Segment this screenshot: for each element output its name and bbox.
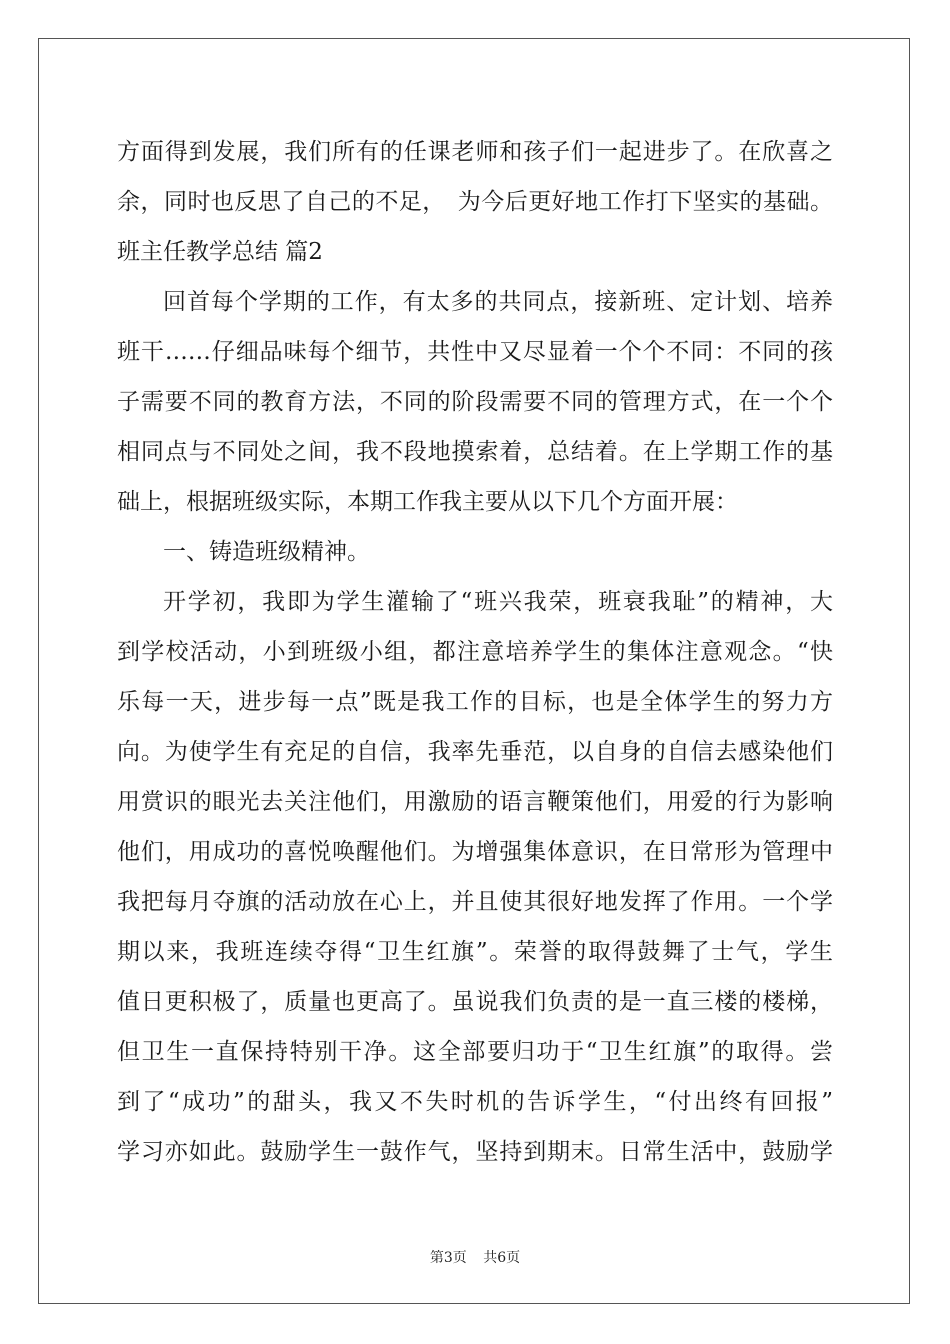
text-line: 班干……仔细品味每个细节，共性中又尽显着一个个不同：不同的孩 <box>117 339 833 365</box>
page-number: 第3页 <box>429 1250 467 1266</box>
text-line: 他们，用成功的喜悦唤醒他们。为增强集体意识，在日常形为管理中 <box>117 839 833 865</box>
text-line: 学习亦如此。鼓励学生一鼓作气，坚持到期末。日常生活中，鼓励学 <box>117 1139 833 1165</box>
text-line: 但卫生一直保持特别干净。这全部要归功于“卫生红旗”的取得。尝 <box>117 1039 833 1065</box>
text-line: 我把每月夺旗的活动放在心上，并且使其很好地发挥了作用。一个学 <box>117 889 833 915</box>
text-line: 向。为使学生有充足的自信，我率先垂范，以自身的自信去感染他们 <box>117 739 833 765</box>
text-line: 方面得到发展，我们所有的任课老师和孩子们一起进步了。在欣喜之 <box>117 139 833 165</box>
text-line: 值日更积极了，质量也更高了。虽说我们负责的是一直三楼的楼梯， <box>117 989 833 1015</box>
text-line: 回首每个学期的工作，有太多的共同点，接新班、定计划、培养 <box>163 289 833 315</box>
page-total: 共6页 <box>483 1250 521 1266</box>
text-line: 一、铸造班级精神。 <box>163 539 370 565</box>
text-line: 到了“成功”的甜头，我又不失时机的告诉学生，“付出终有回报” <box>117 1089 833 1115</box>
document-body <box>117 127 833 1177</box>
text-line: 余，同时也反思了自己的不足， 为今后更好地工作打下坚实的基础。 <box>117 189 833 215</box>
text-line: 子需要不同的教育方法，不同的阶段需要不同的管理方式，在一个个 <box>117 389 833 415</box>
text-line: 乐每一天，进步每一点”既是我工作的目标，也是全体学生的努力方 <box>117 689 833 715</box>
section-heading: 班主任教学总结 篇2 <box>117 239 323 265</box>
text-line: 到学校活动，小到班级小组，都注意培养学生的集体注意观念。“快 <box>117 639 833 665</box>
text-line: 础上，根据班级实际，本期工作我主要从以下几个方面开展： <box>117 489 738 515</box>
text-line: 开学初，我即为学生灌输了“班兴我荣，班衰我耻”的精神，大 <box>163 589 833 615</box>
page-footer <box>0 1247 950 1267</box>
text-line: 用赏识的眼光去关注他们，用激励的语言鞭策他们，用爱的行为影响 <box>117 789 833 815</box>
text-line: 期以来，我班连续夺得“卫生红旗”。荣誉的取得鼓舞了士气，学生 <box>117 939 833 965</box>
text-line: 相同点与不同处之间，我不段地摸索着，总结着。在上学期工作的基 <box>117 439 833 465</box>
